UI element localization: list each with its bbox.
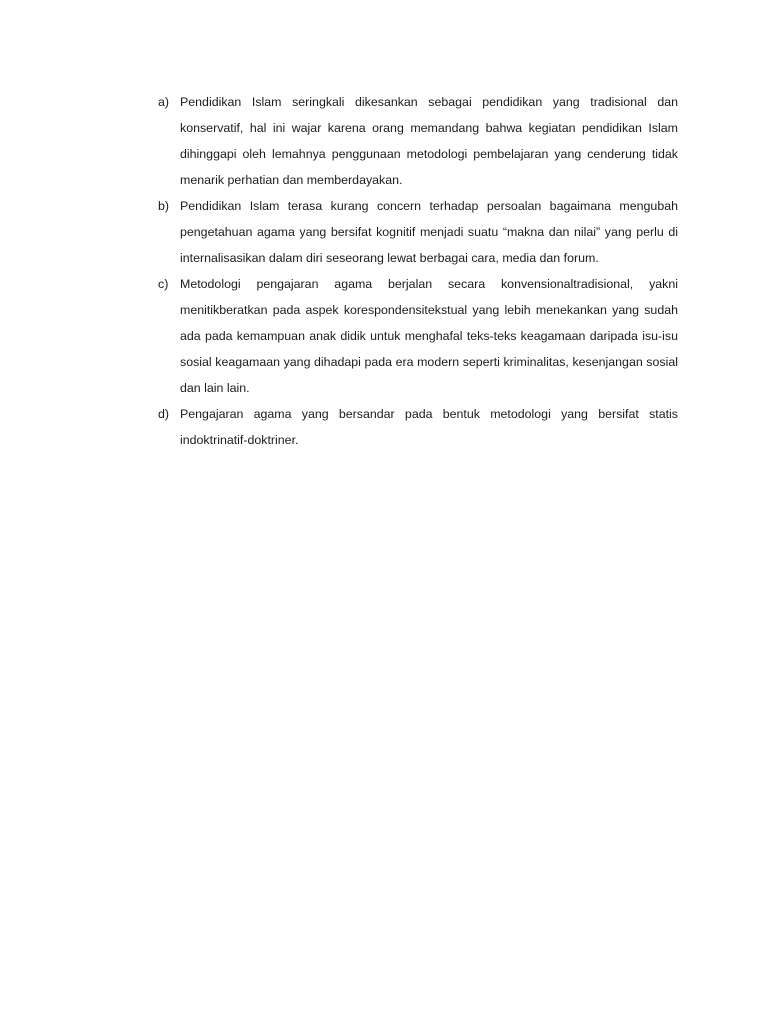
list-item-b xyxy=(158,193,678,271)
list-item-a xyxy=(158,89,678,193)
list-item-text: Metodologi pengajaran agama berjalan secara konvensionaltradisional, yakni menitikberatkan pada aspek korespondensitekstual yang lebih menekankan yang sudah ada pada kemampuan anak didik untuk menghafal teks-teks keagamaan daripada isu-isu sosial keagamaan yang dihadapi pada era modern seperti kriminalitas, kesenjangan sosial dan lain lain. xyxy=(180,277,678,395)
list-marker: d) xyxy=(158,407,170,421)
list-item-text: Pengajaran agama yang bersandar pada bentuk metodologi yang bersifat statis indoktrinatif-doktriner. xyxy=(180,407,678,447)
problem-list xyxy=(158,89,678,453)
list-item-text: Pendidikan Islam terasa kurang concern terhadap persoalan bagaimana mengubah pengetahuan agama yang bersifat kognitif menjadi suatu “makna dan nilai” yang perlu di internalisasikan dalam diri seseorang lewat berbagai cara, media dan forum. xyxy=(180,199,678,265)
list-marker: b) xyxy=(158,199,170,213)
list-marker: a) xyxy=(158,95,170,109)
list-item-text: Pendidikan Islam seringkali dikesankan sebagai pendidikan yang tradisional dan konservatif, hal ini wajar karena orang memandang bahwa kegiatan pendidikan Islam dihinggapi oleh lemahnya penggunaan metodologi pembelajaran yang cenderung tidak menarik perhatian dan memberdayakan. xyxy=(180,95,678,187)
list-marker: c) xyxy=(158,277,169,291)
list-item-d xyxy=(158,401,678,453)
list-item-c xyxy=(158,271,678,401)
